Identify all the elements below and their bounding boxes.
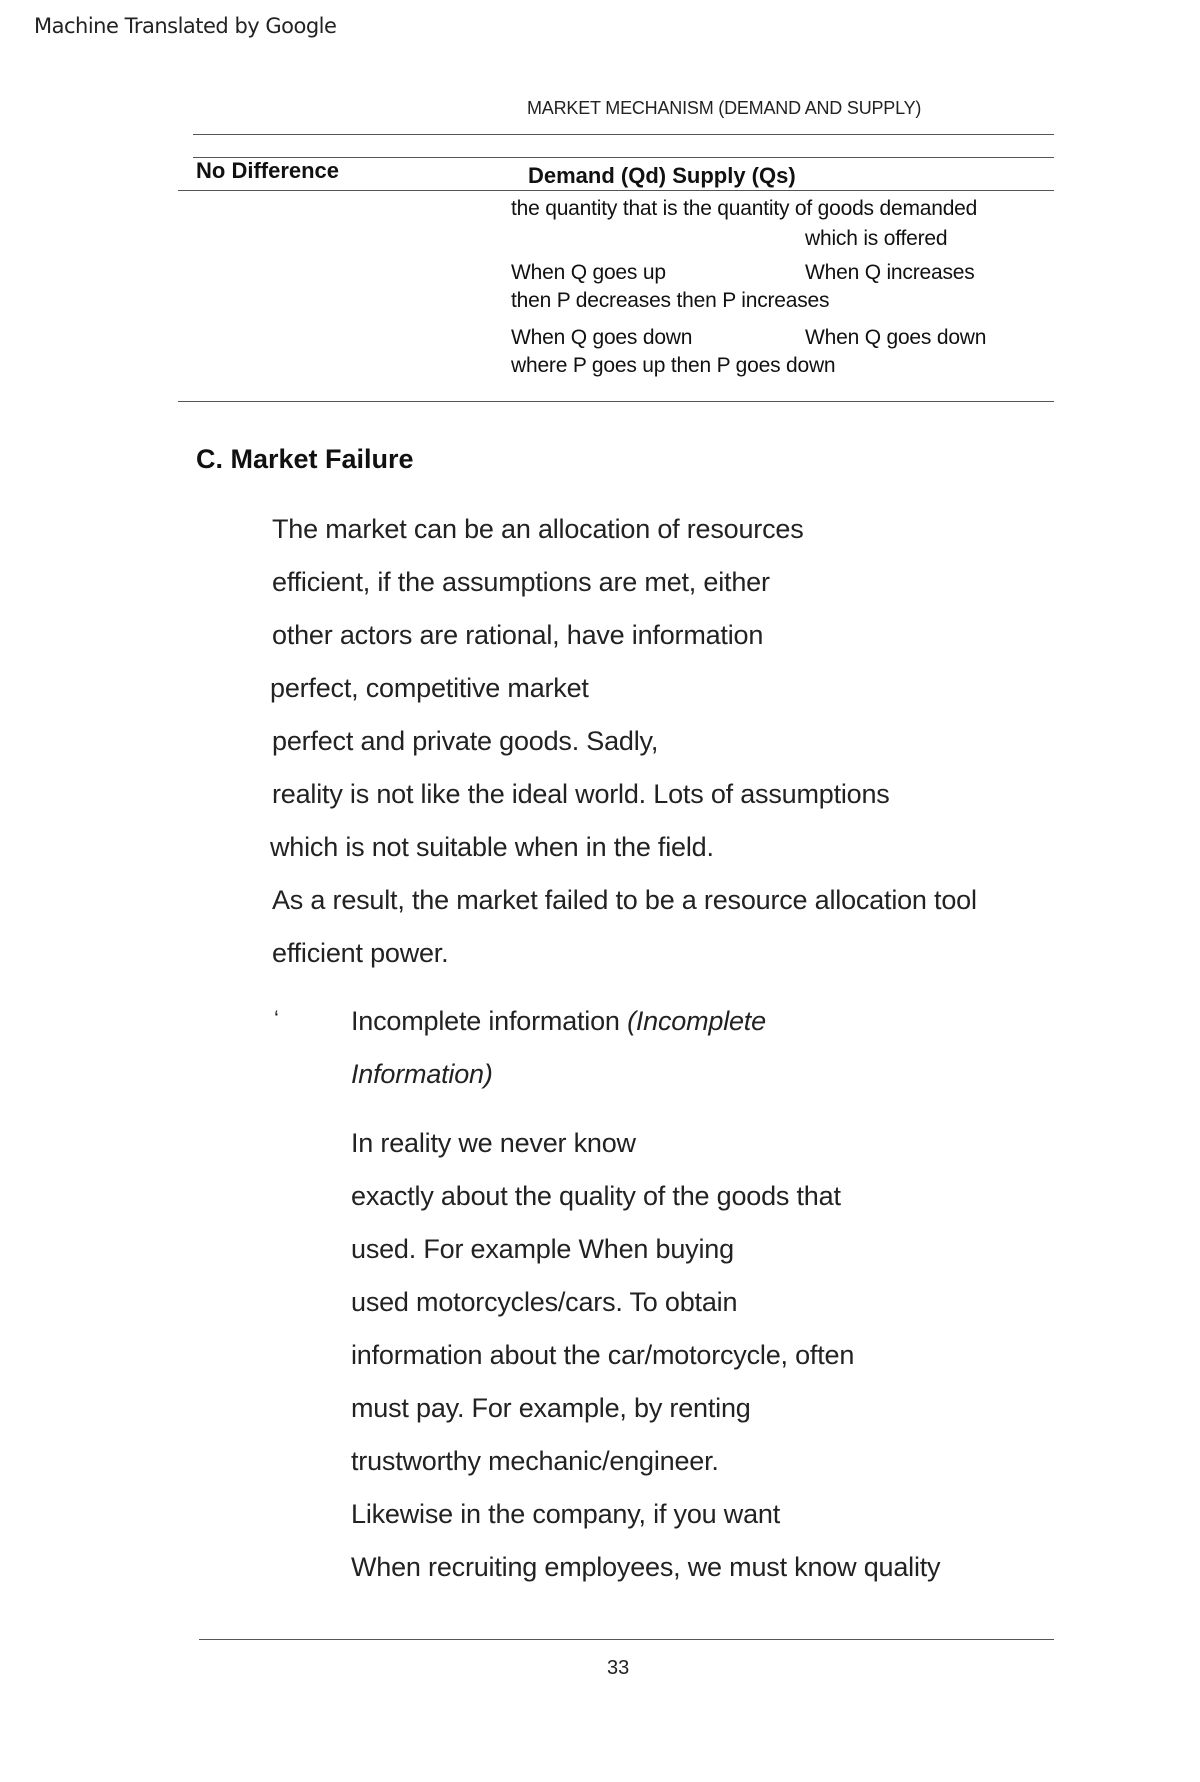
paragraph-line: reality is not like the ideal world. Lots of assumptions <box>272 779 890 809</box>
table-row-2-demand: When Q goes up <box>511 261 666 284</box>
paragraph-line: The market can be an allocation of resources <box>272 514 804 544</box>
table-row-3-line-2: where P goes up then P goes down <box>511 354 836 377</box>
running-head: MARKET MECHANISM (DEMAND AND SUPPLY) <box>527 98 922 118</box>
paragraph-line: efficient power. <box>272 938 449 968</box>
bullet-paragraph-line: Likewise in the company, if you want <box>351 1499 781 1529</box>
paragraph-line: efficient, if the assumptions are met, either <box>272 567 770 597</box>
table-header-rule <box>178 190 1054 191</box>
table-row-2-supply: When Q increases <box>805 261 975 284</box>
paragraph-line: perfect and private goods. Sadly, <box>272 726 659 756</box>
bullet-paragraph-line: must pay. For example, by renting <box>351 1393 751 1423</box>
bullet-title-italic: (Incomplete <box>627 1006 766 1036</box>
paragraph-line: As a result, the market failed to be a resource allocation tool <box>272 885 977 915</box>
bullet-paragraph-line: trustworthy mechanic/engineer. <box>351 1446 719 1476</box>
table-row-3-demand: When Q goes down <box>511 326 693 349</box>
table-row-1-line-1: the quantity that is the quantity of goods demanded <box>511 197 978 220</box>
table-row-3-supply: When Q goes down <box>805 326 987 349</box>
paragraph-line: which is not suitable when in the field. <box>270 832 714 862</box>
footer-rule <box>199 1639 1054 1640</box>
page-number: 33 <box>607 1657 630 1679</box>
bullet-mark: ‘ <box>274 1006 279 1031</box>
bullet-title <box>351 1006 766 1037</box>
machine-translated-banner: Machine Translated by Google <box>34 14 337 38</box>
bullet-paragraph-line: In reality we never know <box>351 1128 636 1158</box>
table-row-1-line-2: which is offered <box>805 227 948 250</box>
bullet-title-text: Incomplete information <box>351 1006 620 1036</box>
bullet-paragraph-line: When recruiting employees, we must know quality <box>351 1552 941 1582</box>
running-head-rule <box>193 134 1054 135</box>
table-header-no-difference: No Difference <box>196 158 340 183</box>
paragraph-line: other actors are rational, have information <box>272 620 764 650</box>
bullet-paragraph-line: used motorcycles/cars. To obtain <box>351 1287 738 1317</box>
bullet-title-italic-line-2: Information) <box>351 1059 493 1089</box>
table-header-demand-supply: Demand (Qd) Supply (Qs) <box>528 163 796 188</box>
section-heading: C. Market Failure <box>196 444 414 474</box>
bullet-paragraph-line: information about the car/motorcycle, often <box>351 1340 855 1370</box>
bullet-paragraph-line: exactly about the quality of the goods that <box>351 1181 841 1211</box>
bullet-paragraph-line: used. For example When buying <box>351 1234 734 1264</box>
table-row-2-line-2: then P decreases then P increases <box>511 289 830 312</box>
table-bottom-rule <box>178 401 1054 402</box>
paragraph-line: perfect, competitive market <box>270 673 589 703</box>
